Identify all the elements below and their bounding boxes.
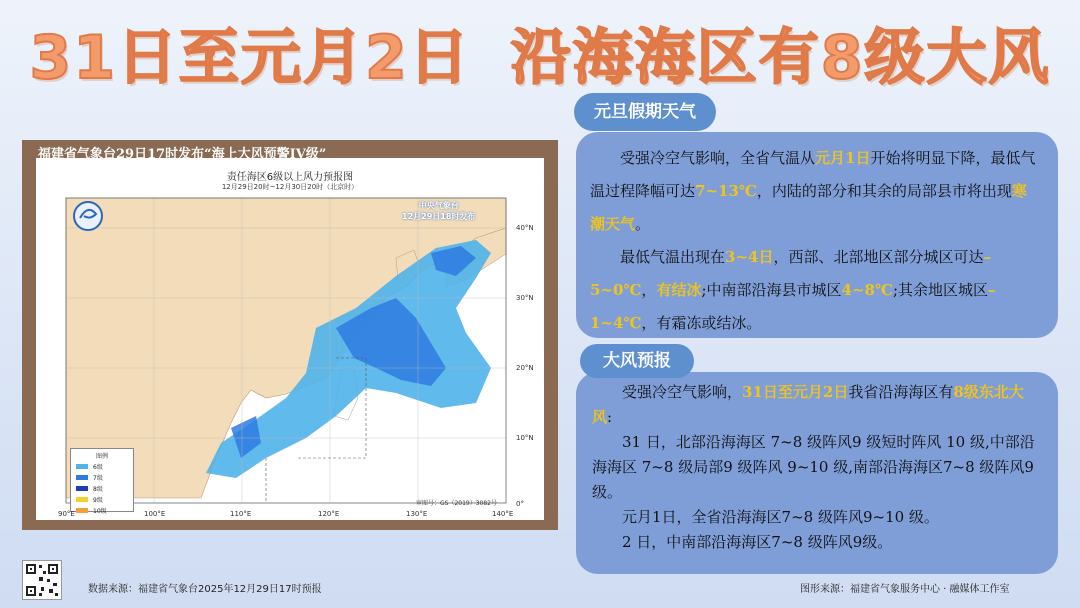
legend-swatch bbox=[76, 475, 88, 480]
text-run: ，有霜冻或结冰。 bbox=[641, 314, 762, 332]
legend-swatch bbox=[76, 508, 88, 513]
text-run: ， bbox=[641, 281, 657, 299]
legend-item bbox=[76, 462, 133, 471]
lat-label: 0° bbox=[516, 500, 524, 508]
legend-swatch bbox=[76, 497, 88, 502]
highlight-freeze: 有结冰 bbox=[656, 281, 702, 299]
legend-label: 8级 bbox=[93, 486, 103, 493]
lat-label: 40°N bbox=[516, 224, 534, 232]
legend-item bbox=[76, 495, 133, 504]
legend-label: 9级 bbox=[93, 497, 103, 504]
highlight-cold-wave: 寒潮天气 bbox=[590, 182, 1027, 233]
holiday-weather-tag: 元旦假期天气 bbox=[574, 93, 716, 131]
text-run: ，西部、北部地区部分城区可达 bbox=[773, 248, 984, 266]
issuer-stamp bbox=[402, 200, 475, 222]
map-approval-number: 审图号：GS（2019）3082号 bbox=[416, 500, 497, 507]
lon-label: 120°E bbox=[318, 510, 340, 518]
lat-label: 30°N bbox=[516, 294, 534, 302]
wind-forecast-panel bbox=[576, 372, 1058, 574]
text-run: : bbox=[607, 408, 613, 426]
text-run: 我省沿海海区有 bbox=[848, 383, 954, 401]
wind-paragraph-2: 31 日，北部沿海海区 7~8 级阵风9 级短时阵风 10 级,中部沿海海区 7~8 级局部9 级阵风 9~10 级,南部沿海海区7~8 级阵风9级。 bbox=[592, 433, 1035, 501]
lon-label: 140°E bbox=[492, 510, 514, 518]
highlight-temp-drop: 7~13℃ bbox=[695, 182, 757, 200]
highlight-period: 31日至元月2日 bbox=[742, 383, 849, 401]
legend-label: 7级 bbox=[93, 475, 103, 482]
text-run: ，内陆的部分和其余的局部县市将出现 bbox=[756, 182, 1012, 200]
headline bbox=[0, 10, 1080, 96]
issue-time: 12月29日18时发布 bbox=[402, 212, 476, 221]
cma-logo bbox=[74, 202, 102, 230]
wind-paragraph-1 bbox=[592, 380, 1042, 430]
text-run: 。 bbox=[635, 215, 651, 233]
highlight-wind-level: 8级东北大风 bbox=[592, 383, 1024, 426]
legend-swatch bbox=[76, 464, 88, 469]
lon-label: 90°E bbox=[58, 510, 75, 518]
holiday-paragraph-1 bbox=[590, 142, 1038, 241]
data-source: 数据来源：福建省气象台2025年12月29日17时预报 bbox=[88, 584, 322, 595]
highlight-date: 元月1日 bbox=[815, 149, 871, 167]
wind-forecast-map bbox=[36, 158, 544, 520]
legend-item bbox=[76, 484, 133, 493]
lat-label: 20°N bbox=[516, 364, 534, 372]
highlight-date: 3~4日 bbox=[725, 248, 774, 266]
text-run: ;其余地区城区 bbox=[892, 281, 988, 299]
graphic-credit: 图形来源：福建省气象服务中心 · 融媒体工作室 bbox=[800, 584, 1010, 595]
lon-label: 130°E bbox=[406, 510, 428, 518]
wind-paragraph-3: 元月1日，全省沿海海区7~8 级阵风9~10 级。 bbox=[622, 508, 939, 526]
text-run: ;中南部沿海县市城区 bbox=[701, 281, 842, 299]
highlight-temp: –5~0℃ bbox=[590, 248, 991, 299]
legend-item bbox=[76, 473, 133, 482]
text-run: 开始将明显下降，最低气温过程降幅可达 bbox=[590, 149, 1036, 200]
lat-label: 10°N bbox=[516, 434, 534, 442]
holiday-weather-panel bbox=[576, 132, 1058, 338]
highlight-temp: –1~4℃ bbox=[590, 281, 996, 332]
headline-event: 沿海海区有8级大风 bbox=[510, 23, 1051, 93]
wind-forecast-tag: 大风预报 bbox=[580, 344, 694, 378]
wind-paragraph-4: 2 日，中南部沿海海区7~8 级阵风9级。 bbox=[622, 533, 893, 551]
text-run: 最低气温出现在 bbox=[620, 248, 726, 266]
holiday-paragraph-2 bbox=[590, 241, 1038, 340]
lon-label: 100°E bbox=[144, 510, 166, 518]
map-legend bbox=[70, 448, 134, 515]
text-run: 受强冷空气影响，全省气温从 bbox=[620, 149, 816, 167]
legend-label: 6级 bbox=[93, 464, 103, 471]
issuer-name: 中央气象台 bbox=[418, 201, 459, 210]
legend-item bbox=[76, 506, 133, 515]
lon-label: 110°E bbox=[230, 510, 252, 518]
map-caption: 福建省气象台29日17时发布“海上大风预警IV级” bbox=[38, 147, 327, 162]
legend-label: 10级 bbox=[93, 508, 107, 515]
legend-title: 图例 bbox=[95, 453, 108, 460]
text-run: 受强冷空气影响， bbox=[622, 383, 743, 401]
legend-swatch bbox=[76, 486, 88, 491]
qr-code[interactable] bbox=[22, 560, 62, 600]
headline-date: 31日至元月2日 bbox=[29, 23, 471, 93]
map-title: 责任海区6级以上风力预报图 bbox=[226, 172, 354, 183]
highlight-temp: 4~8℃ bbox=[841, 281, 893, 299]
map-subtitle: 12月29日20时~12月30日20时（北京时） bbox=[221, 183, 359, 191]
